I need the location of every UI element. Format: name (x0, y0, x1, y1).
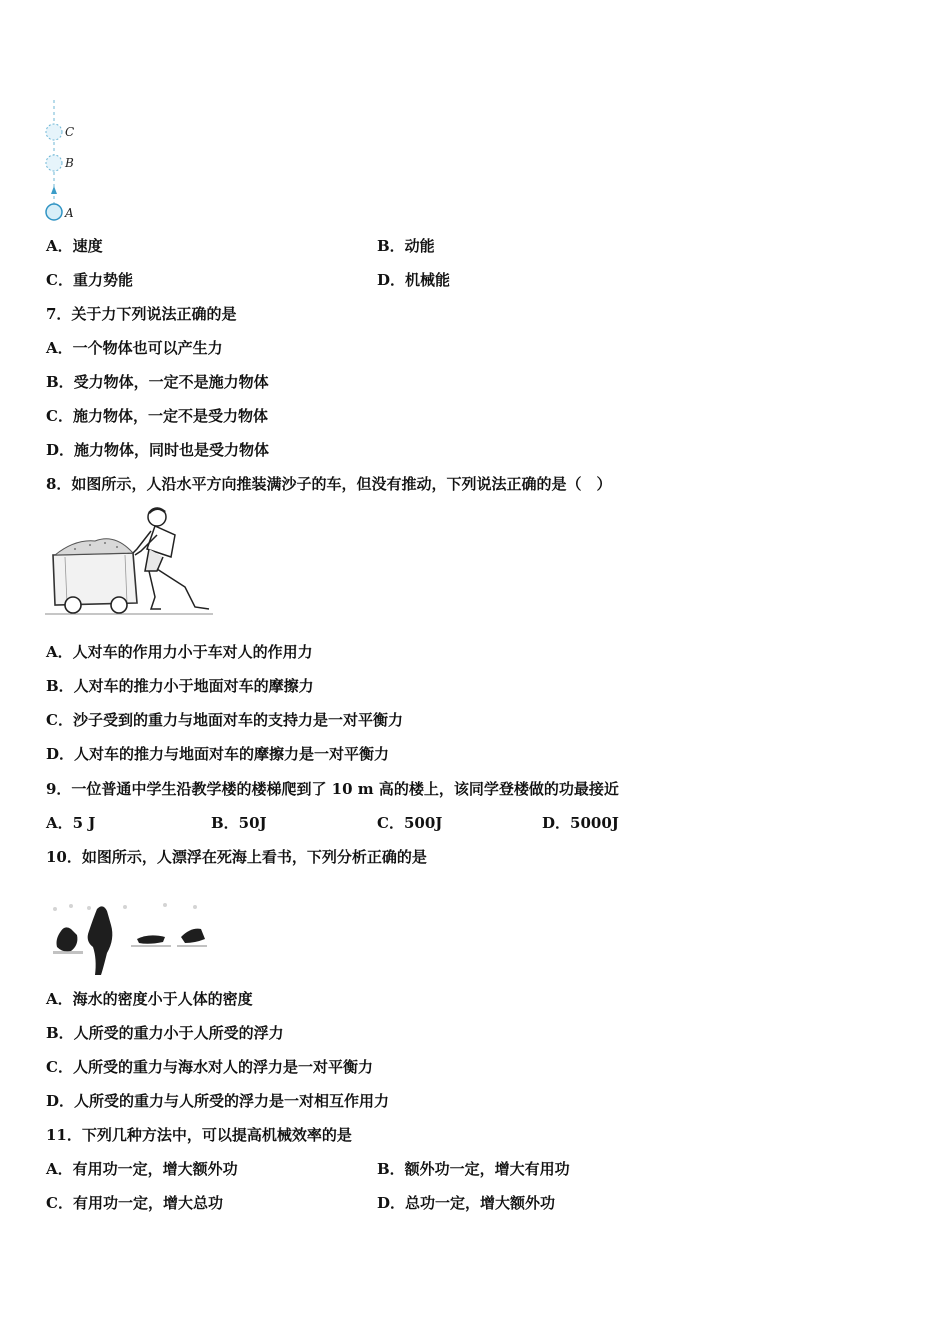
q11-option-a: A．有用功一定，增大额外功 (46, 1160, 238, 1178)
ball-position-c (46, 124, 62, 140)
q9-option-b: B．50J (211, 814, 267, 832)
q8-stem: 8．如图所示，人沿水平方向推装满沙子的车，但没有推动，下列说法正确的是（ ） (46, 475, 612, 493)
ball-trajectory-figure (40, 100, 100, 225)
sand-heap (55, 539, 133, 555)
q11-option-c: C．有用功一定，增大总功 (46, 1194, 223, 1212)
q10-option-b: B．人所受的重力小于人所受的浮力 (46, 1024, 284, 1042)
q6-option-b: B．动能 (377, 237, 435, 255)
q9-options-row (46, 813, 619, 833)
q10-option-a: A．海水的密度小于人体的密度 (46, 990, 253, 1008)
label-a: A (65, 206, 74, 220)
q9-option-a: A．5 J (46, 814, 96, 832)
ball-position-b (46, 155, 62, 171)
q7-option-b: B．受力物体，一定不是施力物体 (46, 373, 269, 391)
q6-option-row-1 (46, 236, 435, 256)
q7-option-d: D．施力物体，同时也是受力物体 (46, 441, 270, 459)
boy-pushing-cart-figure (45, 505, 215, 617)
q10-stem: 10．如图所示，人漂浮在死海上看书，下列分析正确的是 (46, 848, 427, 866)
q11-option-b: B．额外功一定，增大有用功 (377, 1160, 570, 1178)
cart-wheel-front (65, 597, 81, 613)
label-c: C (65, 125, 75, 139)
q8-option-b: B．人对车的推力小于地面对车的摩擦力 (46, 677, 314, 695)
ball-position-a (46, 204, 62, 220)
q6-option-a: A．速度 (46, 237, 103, 255)
q6-option-c: C．重力势能 (46, 271, 133, 289)
upward-arrow-icon (51, 186, 57, 194)
q8-option-c: C．沙子受到的重力与地面对车的支持力是一对平衡力 (46, 711, 403, 729)
label-b: B (65, 156, 74, 170)
cart-wheel-back (111, 597, 127, 613)
q8-option-d: D．人对车的推力与地面对车的摩擦力是一对平衡力 (46, 745, 390, 763)
boy (133, 508, 209, 609)
q8-option-a: A．人对车的作用力小于车对人的作用力 (46, 643, 313, 661)
q11-stem: 11．下列几种方法中，可以提高机械效率的是 (46, 1126, 352, 1144)
q9-option-c: C．500J (377, 814, 443, 832)
q10-option-d: D．人所受的重力与人所受的浮力是一对相互作用力 (46, 1092, 390, 1110)
q10-option-c: C．人所受的重力与海水对人的浮力是一对平衡力 (46, 1058, 373, 1076)
q11-option-row-2 (46, 1193, 556, 1213)
q7-option-c: C．施力物体，一定不是受力物体 (46, 407, 268, 425)
dead-sea-photo (45, 895, 210, 975)
q9-stem: 9．一位普通中学生沿教学楼的楼梯爬到了 10 m 高的楼上，该同学登楼做的功最接近 (46, 780, 619, 798)
q6-option-row-2 (46, 270, 451, 290)
q6-option-d: D．机械能 (377, 271, 451, 289)
q9-option-d: D．5000J (542, 814, 619, 832)
q11-option-d: D．总功一定，增大额外功 (377, 1194, 556, 1212)
q11-option-row-1 (46, 1159, 570, 1179)
q7-option-a: A．一个物体也可以产生力 (46, 339, 223, 357)
q7-stem: 7．关于力下列说法正确的是 (46, 305, 237, 323)
